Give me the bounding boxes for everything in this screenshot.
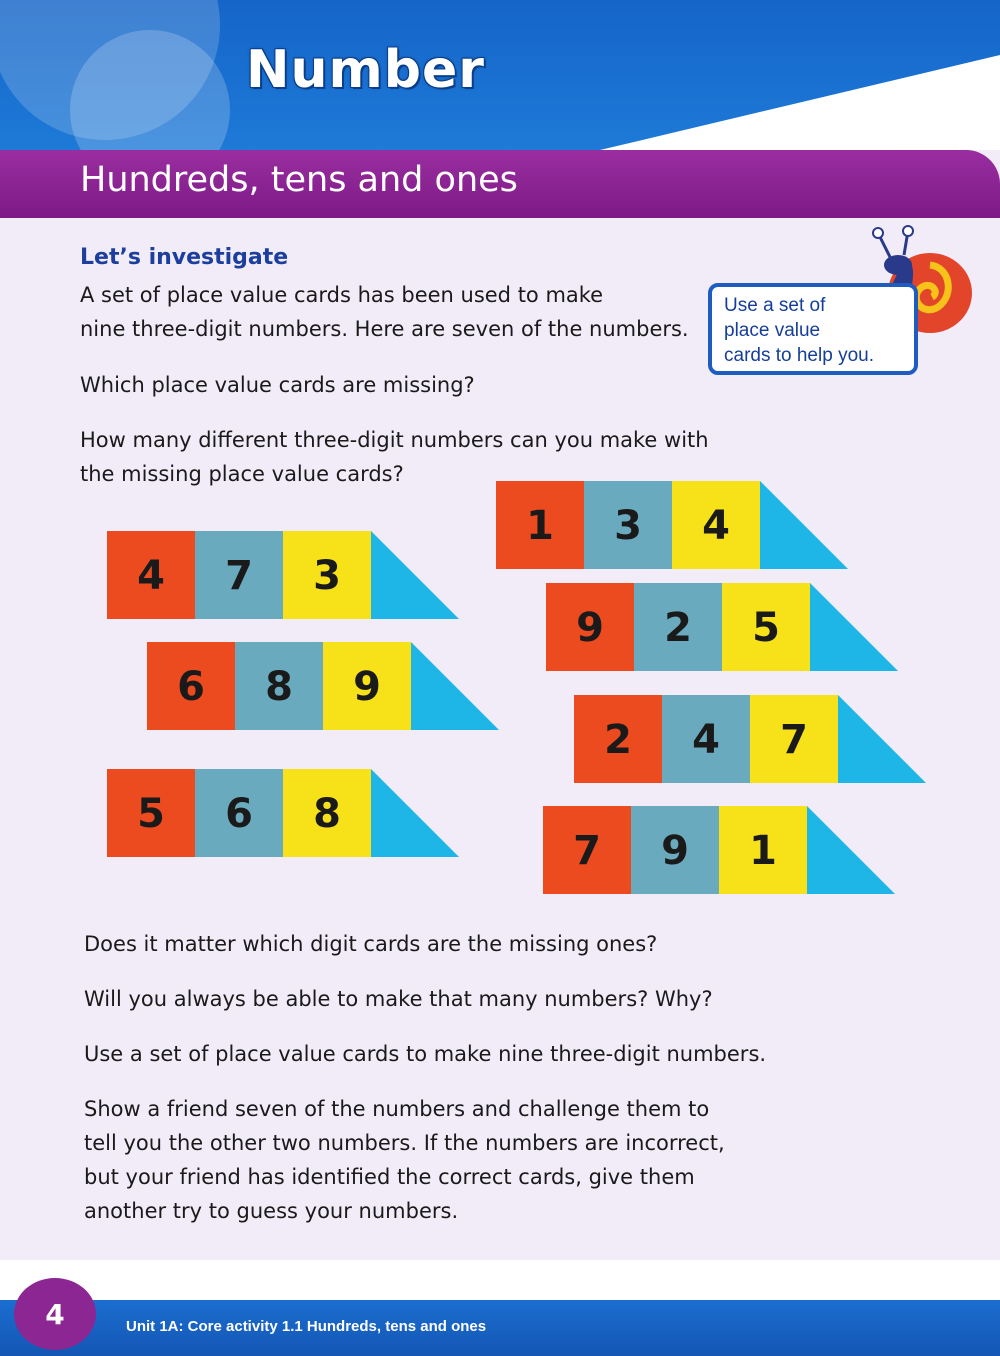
hundreds-digit: 4 <box>137 553 165 599</box>
card-triangle <box>760 481 848 569</box>
tens-digit: 2 <box>664 605 692 651</box>
tens-digit: 9 <box>661 828 689 874</box>
ones-digit: 5 <box>752 605 780 651</box>
hundreds-digit: 1 <box>526 503 554 549</box>
tip-speech-box <box>708 283 918 375</box>
investigate-heading: Let’s investigate <box>80 245 289 270</box>
section-title: Hundreds, tens and ones <box>80 160 518 200</box>
instruction-make-nine: Use a set of place value cards to make nine three-digit numbers. <box>84 1042 767 1066</box>
tens-digit: 7 <box>225 553 253 599</box>
chapter-title: Number <box>246 40 485 100</box>
ones-digit: 4 <box>702 503 730 549</box>
question-always-able: Will you always be able to make that many numbers? Why? <box>84 987 713 1011</box>
hundreds-digit: 5 <box>137 791 165 837</box>
tens-digit: 8 <box>265 664 293 710</box>
question-how-many-line-1: How many different three-digit numbers can you make with <box>80 428 709 452</box>
place-value-card-set <box>107 531 463 625</box>
card-triangle <box>807 806 895 894</box>
ones-digit: 9 <box>353 664 381 710</box>
question-missing-cards: Which place value cards are missing? <box>80 373 475 397</box>
challenge-line-1: Show a friend seven of the numbers and challenge them to <box>84 1097 710 1121</box>
ones-digit: 3 <box>313 553 341 599</box>
place-value-card-set <box>496 481 852 575</box>
hundreds-digit: 2 <box>604 717 632 763</box>
place-value-card-set <box>107 769 463 863</box>
intro-line-1: A set of place value cards has been used to make <box>80 283 604 307</box>
card-triangle <box>838 695 926 783</box>
ones-digit: 7 <box>780 717 808 763</box>
card-triangle <box>371 769 459 857</box>
question-how-many-line-2: the missing place value cards? <box>80 462 404 486</box>
question-does-it-matter: Does it matter which digit cards are the missing ones? <box>84 932 658 956</box>
ones-digit: 8 <box>313 791 341 837</box>
tens-digit: 4 <box>692 717 720 763</box>
place-value-card-set <box>543 806 899 900</box>
tip-line-2: place value <box>724 320 821 341</box>
tip-line-1: Use a set of <box>724 295 826 316</box>
page-number: 4 <box>14 1278 96 1350</box>
place-value-card-set <box>546 583 902 677</box>
hundreds-digit: 9 <box>576 605 604 651</box>
ones-digit: 1 <box>749 828 777 874</box>
place-value-card-set <box>574 695 930 789</box>
challenge-line-3: but your friend has identified the correct cards, give them <box>84 1165 695 1189</box>
place-value-card-set <box>147 642 503 736</box>
hundreds-digit: 7 <box>573 828 601 874</box>
tens-digit: 6 <box>225 791 253 837</box>
challenge-line-2: tell you the other two numbers. If the numbers are incorrect, <box>84 1131 725 1155</box>
tens-digit: 3 <box>614 503 642 549</box>
challenge-line-4: another try to guess your numbers. <box>84 1199 459 1223</box>
intro-line-2: nine three-digit numbers. Here are seven of the numbers. <box>80 317 689 341</box>
card-triangle <box>371 531 459 619</box>
hundreds-digit: 6 <box>177 664 205 710</box>
footer-unit-label: Unit 1A: Core activity 1.1 Hundreds, tens and ones <box>126 1318 487 1335</box>
card-triangle <box>411 642 499 730</box>
card-triangle <box>810 583 898 671</box>
tip-line-3: cards to help you. <box>724 345 874 366</box>
